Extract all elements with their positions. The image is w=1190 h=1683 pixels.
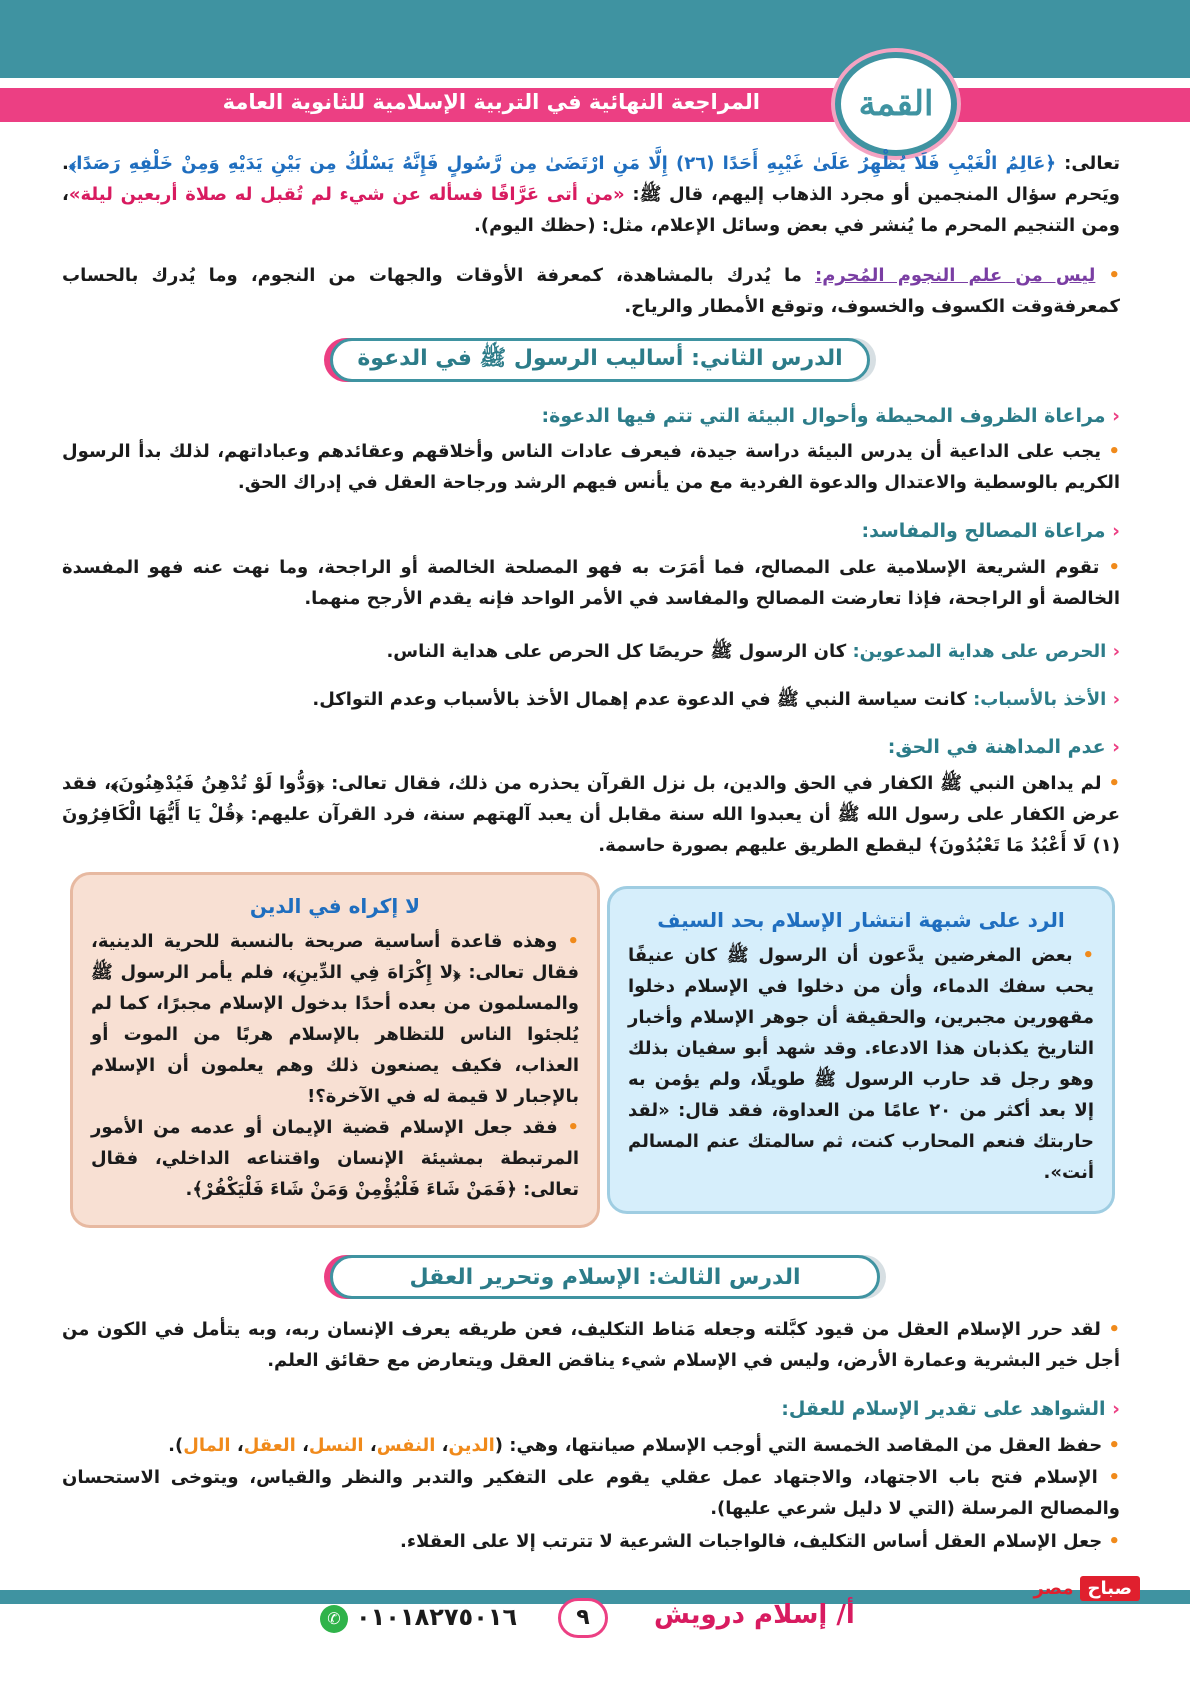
quran-verse: ﴿فَمَنْ شَاءَ فَلْيُؤْمِنْ وَمَنْ شَاءَ فَلْيَكْفُرْ﴾ bbox=[192, 1179, 517, 1200]
separator: ، bbox=[435, 1435, 449, 1456]
box-paragraph: . bbox=[185, 1179, 193, 1200]
brand-text-b: مصر bbox=[1033, 1577, 1074, 1599]
paragraph-text: ما يُدرك بالمشاهدة، كمعرفة الأوقات والجهات من النجوم، وما يُدرك بالحساب كمعرفةوقت الكسوف والخسوف، وتوقع الأمطار والرياح. bbox=[62, 265, 1120, 317]
bullet-icon: • bbox=[1102, 1531, 1120, 1552]
lesson-3-header bbox=[330, 1255, 880, 1299]
separator: ، bbox=[363, 1435, 377, 1456]
chevron-icon: ‹ bbox=[1105, 736, 1120, 758]
paragraph-text: تقوم الشريعة الإسلامية على المصالح، فما أمَرَت به فهو المصلحة الخالصة أو الراجحة، وما نهت عنه فهو المفسدة الخالصة أو الراجحة، فإذا تعارضت المصالح والمفاسد في الأمر الواحد فإنه يقدم الأرجح منهما. bbox=[62, 557, 1120, 609]
paragraph-text: لم يداهن النبي ﷺ الكفار في الحق والدين، بل نزل القرآن يحذره من ذلك، فقال تعالى: bbox=[324, 773, 1102, 794]
paragraph-text: الإسلام فتح باب الاجتهاد، والاجتهاد عمل عقلي يقوم على التفكير والتدبر والنظر والقياس، ويتوخى الاستحسان والمصالح المرسلة (التي لا دليل شرعي عليها). bbox=[62, 1467, 1120, 1519]
page-number: ٩ bbox=[558, 1598, 608, 1638]
maqsad: الدين bbox=[448, 1435, 495, 1456]
box-text bbox=[628, 940, 1094, 1188]
paragraph-text: يجب على الداعية أن يدرس البيئة دراسة جيدة، فيعرف عادات الناس وأخلاقهم وعقائدهم وعباداتهم، لذلك بدأ الرسول الكريم بالوسطية والاعتدال والدعوة الفردية مع من يأنس فيهم الرشد ورجاحة العقل في إدراك الحق. bbox=[62, 441, 1120, 493]
box-text bbox=[91, 1112, 579, 1205]
brand-text-a: صباح bbox=[1080, 1576, 1140, 1601]
chevron-icon: ‹ bbox=[1106, 689, 1120, 710]
quran-verse: ﴿لا إِكْرَاهَ فِي الدِّينِ﴾ bbox=[288, 962, 461, 983]
section-heading bbox=[542, 405, 1121, 427]
list-item bbox=[62, 1430, 1120, 1461]
box-text bbox=[91, 926, 579, 1112]
no-compulsion-box bbox=[70, 872, 600, 1228]
bullet-icon: • bbox=[1072, 945, 1094, 966]
paragraph bbox=[62, 636, 1120, 667]
logo bbox=[835, 52, 957, 156]
intro-text-b: . ويَحرم سؤال المنجمين أو مجرد الذهاب إليهم، قال ﷺ: bbox=[62, 153, 1120, 205]
intro-text-a: تعالى: bbox=[1055, 153, 1120, 174]
paragraph bbox=[62, 436, 1120, 498]
page-title: المراجعة النهائية في التربية الإسلامية للثانوية العامة bbox=[222, 90, 760, 114]
list-item bbox=[62, 1526, 1120, 1557]
chevron-icon: ‹ bbox=[1105, 1398, 1120, 1420]
section-title: مراعاة الظروف المحيطة وأحوال البيئة التي تتم فيها الدعوة: bbox=[541, 405, 1106, 427]
bullet-icon: • bbox=[1099, 557, 1120, 578]
section-title: الشواهد على تقدير الإسلام للعقل: bbox=[781, 1398, 1106, 1420]
bullet-icon: • bbox=[1095, 265, 1120, 286]
paragraph-text: كانت سياسة النبي ﷺ في الدعوة عدم إهمال الأخذ بالأسباب وعدم التواكل. bbox=[312, 689, 974, 710]
paragraph bbox=[62, 768, 1120, 861]
paragraph-text: ليقطع الطريق عليهم بصورة حاسمة. bbox=[598, 835, 929, 856]
bullet-icon: • bbox=[1100, 441, 1120, 462]
box-paragraph: وهذه قاعدة أساسية صريحة بالنسبة للحرية الدينية، فقال تعالى: bbox=[91, 931, 579, 983]
section-heading bbox=[781, 1398, 1120, 1420]
quran-verse: ﴿عَالِمُ الْغَيْبِ فَلَا يُظْهِرُ عَلَىٰ غَيْبِهِ أَحَدًا (٢٦) إِلَّا مَنِ ارْتَضَىٰ مِن رَّسُولٍ فَإِنَّهُ يَسْلُكُ مِن بَيْنِ يَدَيْهِ وَمِنْ خَلْفِهِ رَصَدًا﴾ bbox=[68, 153, 1056, 174]
box-title: لا إكراه في الدين bbox=[249, 894, 421, 918]
quran-verse: ﴿قُلْ يَا أَيُّهَا الْكَافِرُونَ (١) لَا أَعْبُدُ مَا تَعْبُدُونَ﴾ bbox=[62, 804, 1120, 856]
bullet-icon: • bbox=[1097, 1467, 1120, 1488]
section-title: الأخذ بالأسباب: bbox=[973, 689, 1107, 710]
bullet-icon: • bbox=[557, 1117, 579, 1138]
bullet-icon: • bbox=[557, 931, 579, 952]
box-paragraph: ، فلم يأمر الرسول ﷺ والمسلمون من بعده أحدًا بدخول الإسلام مجبرًا، كما لم يُلجئوا الناس للتظاهر بالإسلام هربًا من الموت أو العذاب، فكيف يصنعون ذلك وهم يعلمون أن الإسلام بالإجبار لا قيمة له في الآخرة؟! bbox=[91, 962, 579, 1107]
chevron-icon: ‹ bbox=[1105, 520, 1120, 542]
intro-text-c: ، ومن التنجيم المحرم ما يُنشر في بعض وسائل الإعلام، مثل: (حظك اليوم). bbox=[62, 184, 1120, 236]
maqsad: النسل bbox=[308, 1435, 364, 1456]
section-title: عدم المداهنة في الحق: bbox=[887, 736, 1106, 758]
paragraph-text: ، فقد عرض الكفار على رسول الله ﷺ أن يعبدوا الله سنة مقابل أن يعبد آلهتهم سنة، فرد القرآن عليهم: bbox=[62, 773, 1120, 825]
box-title: الرد على شبهة انتشار الإسلام بحد السيف bbox=[657, 908, 1065, 932]
box-paragraph: بعض المغرضين يدَّعون أن الرسول ﷺ كان عنيفًا يحب سفك الدماء، وأن من دخلوا في الإسلام دخلوا مقهورين مجبرين، والحقيقة أن جوهر الإسلام وأخبار التاريخ يكذبان هذا الادعاء. وقد شهد أبو سفيان بذلك وهو رجل قد حارب الرسول ﷺ طويلًا، ولم يؤمن به إلا بعد أكثر من ٢٠ عامًا من العداوة، فقد قال: «لقد حاربتك فنعم المحارب كنت، ثم سالمتك عنم المسالم أنت». bbox=[628, 945, 1095, 1183]
paragraph-text: ). bbox=[168, 1435, 184, 1456]
paragraph-text: جعل الإسلام العقل أساس التكليف، فالواجبات الشرعية لا تترتب إلا على العقلاء. bbox=[400, 1531, 1103, 1552]
bullet-icon: • bbox=[1101, 773, 1120, 794]
intro-paragraph-2 bbox=[62, 260, 1120, 322]
refutation-box bbox=[607, 886, 1115, 1214]
paragraph-text: كان الرسول ﷺ حريصًا كل الحرص على هداية الناس. bbox=[386, 641, 853, 662]
section-heading bbox=[888, 736, 1120, 758]
quran-verse: ﴿وَدُّوا لَوْ تُدْهِنُ فَيُدْهِنُونَ﴾ bbox=[110, 773, 325, 794]
title-bar bbox=[0, 88, 1190, 122]
separator: ، bbox=[295, 1435, 309, 1456]
paragraph bbox=[62, 552, 1120, 614]
lesson-title: الدرس الثاني: أساليب الرسول ﷺ في الدعوة bbox=[357, 346, 843, 371]
list-item bbox=[62, 1462, 1120, 1524]
lesson-2-header bbox=[330, 338, 870, 382]
bullet-icon: • bbox=[1100, 1319, 1120, 1340]
hadith: «من أتى عَرَّافًا فسأله عن شيء لم تُقبل له صلاة أربعين ليلة» bbox=[68, 184, 625, 205]
lesson-title: الدرس الثالث: الإسلام وتحرير العقل bbox=[409, 1264, 801, 1290]
author-name: أ/ إسلام درويش bbox=[654, 1600, 855, 1630]
subheading: ليس من علم النجوم المُحرم: bbox=[815, 265, 1096, 286]
maqsad: العقل bbox=[243, 1435, 296, 1456]
maqsad: النفس bbox=[376, 1435, 436, 1456]
paragraph-text: لقد حرر الإسلام العقل من قيود كبَّلته وجعله مَناط التكليف، فعن طريقه يعرف الإنسان ربه، وبه يتأمل في الكون من أجل خير البشرية وعمارة الأرض، وليس في الإسلام شيء يناقض العقل ويتعارض مع حقائق العلم. bbox=[62, 1319, 1120, 1371]
paragraph-text: حفظ العقل من المقاصد الخمسة التي أوجب الإسلام صيانتها، وهي: ( bbox=[494, 1435, 1103, 1456]
maqsad: المال bbox=[183, 1435, 231, 1456]
chevron-icon: ‹ bbox=[1105, 405, 1120, 427]
section-title: الحرص على هداية المدعوين: bbox=[852, 641, 1107, 662]
separator: ، bbox=[230, 1435, 244, 1456]
phone-number: ٠١٠١٨٢٧٥٠١٦ bbox=[356, 1603, 518, 1631]
top-band bbox=[0, 0, 1190, 78]
intro-paragraph bbox=[62, 148, 1120, 241]
box-paragraph: فقد جعل الإسلام قضية الإيمان أو عدمه من الأمور المرتبطة بمشيئة الإنسان واقتناعه الداخلي، فقال تعالى: bbox=[91, 1117, 579, 1200]
chevron-icon: ‹ bbox=[1106, 641, 1120, 662]
whatsapp-icon: ✆ bbox=[320, 1605, 348, 1633]
brand-logo bbox=[950, 1568, 1140, 1608]
paragraph bbox=[62, 1314, 1120, 1376]
bullet-icon: • bbox=[1102, 1435, 1120, 1456]
section-title: مراعاة المصالح والمفاسد: bbox=[861, 520, 1106, 542]
logo-text: القمة bbox=[858, 84, 934, 124]
section-heading bbox=[862, 520, 1120, 542]
paragraph bbox=[62, 684, 1120, 715]
